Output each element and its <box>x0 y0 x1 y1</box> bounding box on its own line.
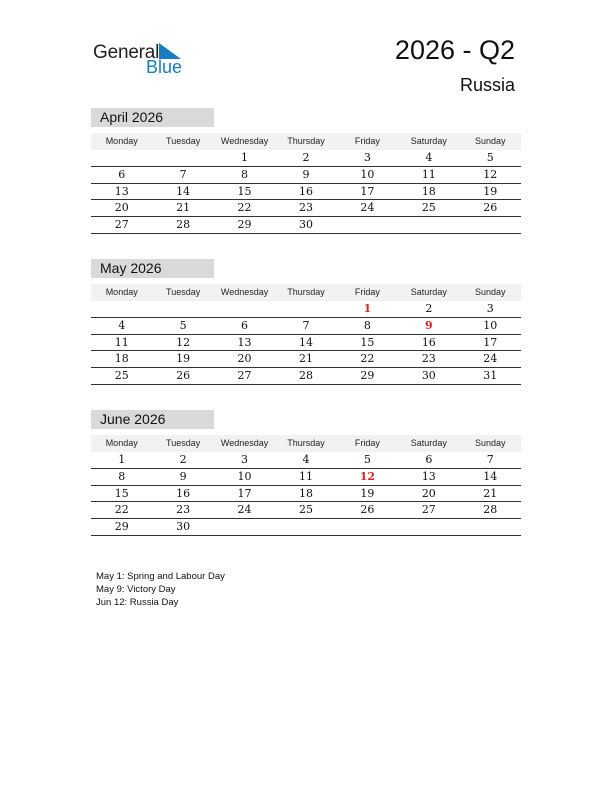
day-cell: 8 <box>363 318 371 332</box>
month-name: May 2026 <box>91 259 214 278</box>
day-cell: 2 <box>179 453 187 466</box>
day-cell: 10 <box>483 318 498 332</box>
month-june <box>91 410 521 536</box>
day-cell: 6 <box>118 167 126 181</box>
day-cell: 27 <box>114 218 129 232</box>
weekday-label: Saturday <box>410 438 447 448</box>
day-cell: 27 <box>237 369 252 383</box>
day-cell: 10 <box>237 469 252 483</box>
day-cell: 28 <box>483 503 498 517</box>
day-cell <box>214 301 275 317</box>
day-cell: 12 <box>483 167 498 181</box>
day-cell: 28 <box>176 218 191 232</box>
weekday-label: Wednesday <box>220 136 269 146</box>
week-row <box>91 200 521 217</box>
holiday-day-cell: 9 <box>424 318 433 332</box>
day-cell: 20 <box>237 352 252 366</box>
day-cell: 2 <box>302 151 310 164</box>
weekday-label: Thursday <box>287 438 325 448</box>
day-cell: 21 <box>483 486 498 500</box>
day-cell: 23 <box>421 352 436 366</box>
day-cell: 26 <box>176 369 191 383</box>
day-cell <box>337 217 398 233</box>
holiday-entry: May 1: Spring and Labour Day <box>96 571 225 582</box>
day-cell: 19 <box>483 184 498 198</box>
weekday-label: Wednesday <box>220 287 269 297</box>
weekday-label: Tuesday <box>166 136 201 146</box>
week-row <box>91 502 521 519</box>
day-cell: 13 <box>114 184 129 198</box>
day-cell: 20 <box>421 486 436 500</box>
holiday-entry: Jun 12: Russia Day <box>96 597 179 609</box>
week-row <box>91 335 521 352</box>
day-cell <box>91 150 152 166</box>
day-cell: 5 <box>363 453 371 466</box>
day-cell: 6 <box>425 453 433 466</box>
weekday-label: Monday <box>105 136 138 146</box>
week-row <box>91 184 521 201</box>
day-cell: 20 <box>114 201 129 215</box>
day-cell: 18 <box>298 486 313 500</box>
day-cell: 24 <box>360 201 375 215</box>
day-cell: 30 <box>176 520 191 534</box>
day-cell <box>152 301 213 317</box>
day-cell: 22 <box>360 352 375 366</box>
day-cell: 8 <box>118 469 126 483</box>
day-cell: 14 <box>483 469 498 483</box>
weekday-label: Sunday <box>474 287 506 297</box>
holiday-day-cell: 1 <box>363 302 372 315</box>
weekday-label: Friday <box>354 438 380 448</box>
day-cell: 4 <box>118 318 126 332</box>
day-cell: 11 <box>298 469 313 483</box>
weekday-label: Monday <box>105 438 138 448</box>
day-cell: 22 <box>114 503 129 517</box>
logo <box>93 40 193 80</box>
day-cell: 17 <box>237 486 252 500</box>
month-name: June 2026 <box>91 410 214 429</box>
weekday-label: Wednesday <box>220 438 269 448</box>
holiday-day-cell: 12 <box>359 469 376 483</box>
day-cell: 3 <box>486 302 494 315</box>
day-cell: 15 <box>360 335 375 349</box>
day-cell: 3 <box>363 151 371 164</box>
day-cell: 21 <box>176 201 191 215</box>
day-cell: 25 <box>298 503 313 517</box>
month-name: April 2026 <box>91 108 214 127</box>
weekday-label: Sunday <box>474 136 506 146</box>
weekday-label: Sunday <box>474 438 506 448</box>
week-row <box>91 486 521 503</box>
day-cell: 8 <box>241 167 249 181</box>
holiday-list <box>96 570 225 610</box>
day-cell <box>214 519 275 535</box>
day-cell: 28 <box>298 369 313 383</box>
weekday-header-row <box>91 435 521 452</box>
day-cell: 22 <box>237 201 252 215</box>
day-cell: 16 <box>176 486 191 500</box>
month-april <box>91 108 521 234</box>
week-row <box>91 150 521 167</box>
day-cell <box>398 217 459 233</box>
day-cell: 4 <box>425 151 433 164</box>
day-cell: 23 <box>298 201 313 215</box>
day-cell: 18 <box>421 184 436 198</box>
country-name: Russia <box>459 75 515 95</box>
day-cell: 11 <box>114 335 129 349</box>
week-row <box>91 351 521 368</box>
weekday-label: Friday <box>354 136 380 146</box>
day-cell: 31 <box>483 369 498 383</box>
day-cell: 16 <box>421 335 436 349</box>
weekday-label: Tuesday <box>166 287 201 297</box>
day-cell: 18 <box>114 352 129 366</box>
day-cell <box>152 150 213 166</box>
day-cell: 29 <box>114 520 129 534</box>
day-cell <box>460 519 521 535</box>
day-cell: 24 <box>483 352 498 366</box>
day-cell: 13 <box>237 335 252 349</box>
day-cell: 1 <box>118 453 126 466</box>
day-cell: 17 <box>360 184 375 198</box>
day-cell <box>275 519 336 535</box>
month-may <box>91 259 521 385</box>
logo-general-text: General <box>93 42 160 63</box>
day-cell: 5 <box>179 318 187 332</box>
weekday-label: Thursday <box>287 287 325 297</box>
day-cell: 9 <box>302 167 310 181</box>
day-cell: 7 <box>486 453 494 466</box>
week-row <box>91 318 521 335</box>
day-cell: 14 <box>298 335 313 349</box>
week-row <box>91 301 521 318</box>
day-cell: 30 <box>421 369 436 383</box>
weekday-header-row <box>91 284 521 301</box>
day-cell: 2 <box>425 302 433 315</box>
day-cell: 19 <box>360 486 375 500</box>
day-cell: 26 <box>360 503 375 517</box>
day-cell: 29 <box>360 369 375 383</box>
weekday-label: Saturday <box>410 136 447 146</box>
weekday-label: Saturday <box>410 287 447 297</box>
week-row <box>91 217 521 234</box>
day-cell: 12 <box>176 335 191 349</box>
week-row <box>91 368 521 385</box>
day-cell <box>275 301 336 317</box>
day-cell <box>337 519 398 535</box>
day-cell: 5 <box>486 151 494 164</box>
weekday-label: Monday <box>105 287 138 297</box>
logo-blue-text: Blue <box>146 57 183 77</box>
holiday-entry: May 9: Victory Day <box>96 584 176 596</box>
week-row <box>91 452 521 469</box>
day-cell: 4 <box>302 453 310 466</box>
day-cell: 16 <box>298 184 313 198</box>
week-row <box>91 519 521 536</box>
day-cell: 7 <box>302 318 310 332</box>
day-cell: 24 <box>237 503 252 517</box>
day-cell: 25 <box>114 369 129 383</box>
day-cell <box>91 301 152 317</box>
week-row <box>91 469 521 486</box>
day-cell: 21 <box>298 352 313 366</box>
day-cell <box>398 519 459 535</box>
day-cell: 1 <box>241 151 249 164</box>
day-cell: 29 <box>237 218 252 232</box>
day-cell: 6 <box>241 318 249 332</box>
day-cell: 27 <box>421 503 436 517</box>
weekday-label: Thursday <box>287 136 325 146</box>
day-cell: 30 <box>298 218 313 232</box>
day-cell: 14 <box>176 184 191 198</box>
day-cell: 13 <box>421 469 436 483</box>
day-cell: 25 <box>421 201 436 215</box>
weekday-label: Friday <box>354 287 380 297</box>
day-cell: 15 <box>237 184 252 198</box>
weekday-header-row <box>91 133 521 150</box>
day-cell: 15 <box>114 486 129 500</box>
day-cell: 10 <box>360 167 375 181</box>
week-row <box>91 167 521 184</box>
weekday-label: Tuesday <box>166 438 201 448</box>
day-cell: 9 <box>179 469 187 483</box>
day-cell: 19 <box>176 352 191 366</box>
page-title: 2026 - Q2 <box>394 35 515 65</box>
day-cell: 17 <box>483 335 498 349</box>
day-cell: 23 <box>176 503 191 517</box>
day-cell <box>460 217 521 233</box>
day-cell: 3 <box>241 453 249 466</box>
day-cell: 7 <box>179 167 187 181</box>
day-cell: 26 <box>483 201 498 215</box>
day-cell: 11 <box>421 167 436 181</box>
